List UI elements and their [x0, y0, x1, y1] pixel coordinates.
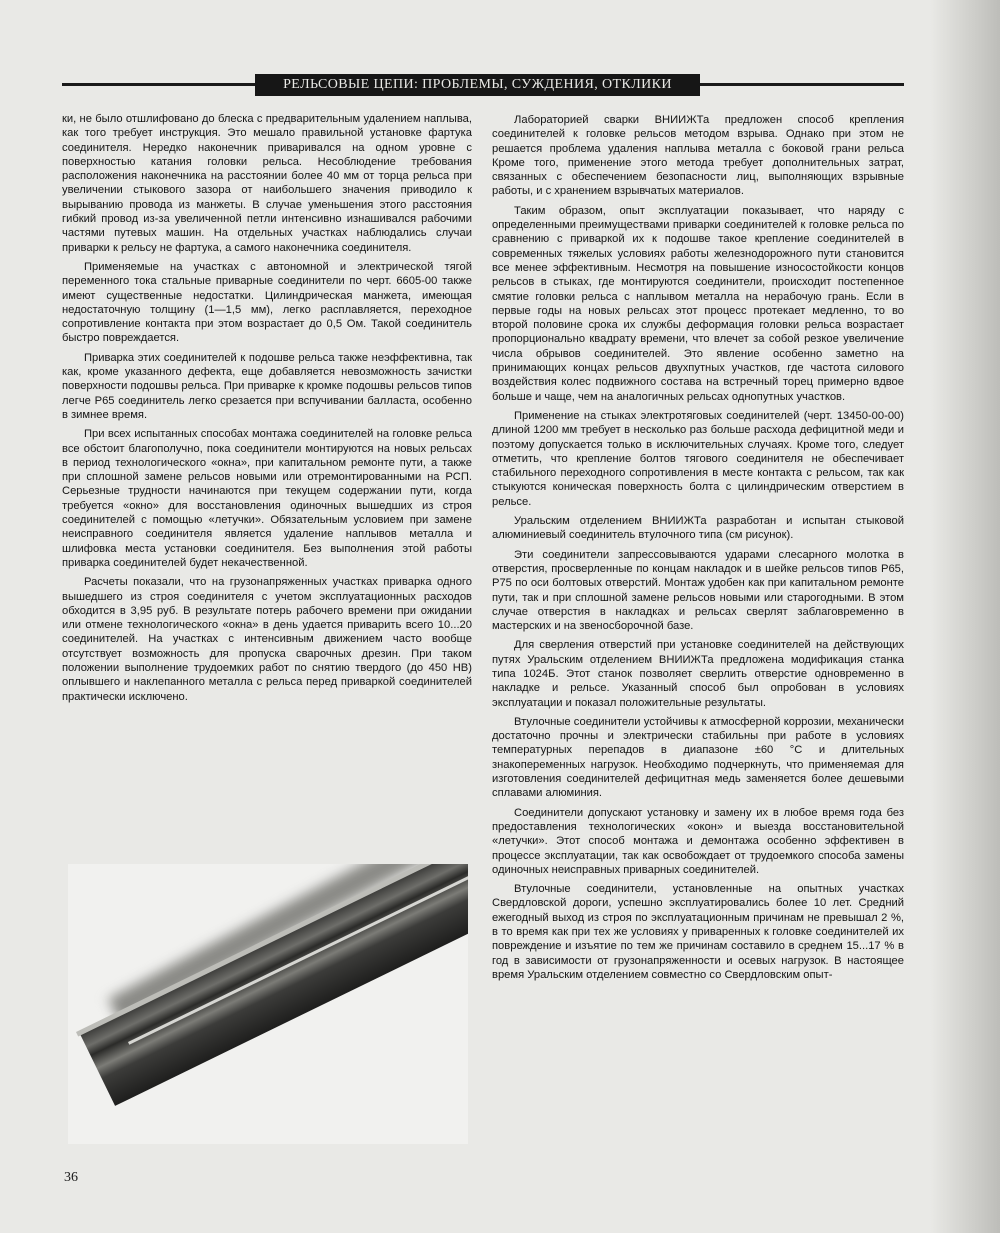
paragraph: Лабораторией сварки ВНИИЖТа предложен способ крепления соединителей к головке рельсов методом взрыва. Однако при этом не решается проблема удаления наплыва металла с боковой грани рельса Кроме того, применение этого метода требует дополнительных затрат, связанных с обеспечением безопасности лиц, выполняющих взрывные работы, и с хранением взрывчатых материалов. [492, 114, 904, 198]
page-number: 36 [64, 1170, 78, 1185]
left-column [62, 112, 472, 709]
paragraph: ки, не было отшлифовано до блеска с предварительным удалением наплыва, как того требует инструкция. Это мешало правильной установке фартука соединителя. Нередко наконечник приваривался на одном уровне с поверхностью катания головки рельса. Несоблюдение требования расположения наконечника на расстоянии более 40 мм от торца рельса при увеличении стыкового зазора от наибольшего значения приводило к вырыванию провода из манжеты. В случае уменьшения этого расстояния гибкий провод из-за увеличенной петли интенсивно изнашивался рабочими частями путевых машин. На отдельных участках наблюдались случаи приварки к рельсу не фартука, а самого наконечника соединителя. [62, 113, 472, 254]
paragraph: Таким образом, опыт эксплуатации показывает, что наряду с определенными преимуществами приварки соединителей к головке рельса по сравнению с приваркой их к подошве такое крепление соединителей в современных тяжелых условиях работы железнодорожного пути становится все менее эффективным. Несмотря на повышение износостойкости концов рельсов в стыках, где монтируются соединители, происходит постепенное смятие головки рельса с наплывом металла на нерабочую грань. Если в первые годы на новых рельсах этот процесс протекает медленно, то во второй половине срока их службы деформация головки рельса возрастает пропорционально квадрату времени, что влечет за собой резкое увеличение числа обрывов соединителей. Это явление особенно заметно на принимающих концах рельсов двухпутных участков, где частота силового воздействия колес подвижного состава на встречный торец примерно вдвое больше и чаще, чем на аналогичных рельсах однопутных участков. [492, 204, 904, 403]
paragraph: Эти соединители запрессовываются ударами слесарного молотка в отверстия, просверленные по концам накладок и в шейке рельсов типов Р65, Р75 по оси болтовых отверстий. Монтаж удобен как при капитальном ремонте пути, так и при сплошной замене рельсов новыми или старогодными. В этом случае отверстия в накладках и рельсах сверлят заблаговременно в мастерских и на звеносборочной базе. [492, 548, 904, 633]
page-edge-shadow [930, 0, 1000, 1233]
paragraph: Соединители допускают установку и замену их в любое время года без предоставления технологических «окон» и выезда восстановительной «летучки». Этот способ монтажа и демонтажа особенно эффективен в процессе эксплуатации, так как освобождает от трудоемкого способа замены одиночных неисправных приварных соединителей. [492, 806, 904, 876]
paragraph: Втулочные соединители устойчивы к атмосферной коррозии, механически достаточно прочны и электрически стабильны при работе в условиях температурных перепадов в диапазоне ±60 °С и длительных знакопеременных нагрузок. Необходимо подчеркнуть, что применяемая для изготовления соединителей дефицитная медь заменяется более дешевыми сплавами алюминия. [492, 715, 904, 800]
paragraph: При всех испытанных способах монтажа соединителей на головке рельса все обстоит благополучно, пока соединители монтируются на новых рельсах в период технологического «окна», при капитальном ремонте пути, а также при сплошной замене рельсов новыми или отремонтированными на РСП. Серьезные трудности начинаются при текущем содержании пути, когда требуется «окно» для восстановления одиночных вышедших из строя соединителей с помощью «летучки». Обязательным условием при замене неисправного соединителя является удаление наплывов металла и шлифовка места установки соединителя. Без выполнения этой работы приварка соединителей будет некачественной. [62, 428, 472, 569]
paragraph: Применяемые на участках с автономной и электрической тягой переменного тока стальные приварные соединители по черт. 6605-00 также имеют существенные недостатки. Цилиндрическая манжета, имеющая недостаточную толщину (1—1,5 мм), легко расплавляется, переходное сопротивление контакта при этом возрастает до 0,5 Ом. Такой соединитель быстро повреждается. [62, 260, 472, 345]
section-header [255, 74, 700, 96]
section-header-title: РЕЛЬСОВЫЕ ЦЕПИ: ПРОБЛЕМЫ, СУЖДЕНИЯ, ОТКЛИКИ [283, 77, 672, 92]
paragraph: Уральским отделением ВНИИЖТа разработан и испытан стыковой алюминиевый соединитель втулочного типа (см рисунок). [492, 515, 904, 542]
paragraph: Применение на стыках электротяговых соединителей (черт. 13450-00-00) длиной 1200 мм требует в несколько раз больше расхода дефицитной меди и поэтому допускается только в исключительных случаях. Кроме того, следует отметить, что крепление болтов тягового соединителя не обеспечивает стабильного переходного сопротивления в месте контакта с рельсом, так как стыкуются коническая поверхность болта с цилиндрическим отверстием в рельсе. [492, 409, 904, 508]
paragraph: Для сверления отверстий при установке соединителей на действующих путях Уральским отделением ВНИИЖТа предложена модификация станка типа 1024Б. Этот станок позволяет сверлить отверстие одновременно в накладке и рельсе. Указанный способ был опробован в условиях эксплуатации и показал положительные результаты. [492, 639, 904, 709]
paragraph: Втулочные соединители, установленные на опытных участках Свердловской дороги, успешно эксплуатировались более 10 лет. Средний ежегодный выход из строя по эксплуатационным причинам не превышал 2 %, в то время как при тех же условиях у приваренных к головке соединителей их повреждение и изъятие по тем же причинам составило в среднем 15...17 % в год в зависимости от грузонапряженности и осевых нагрузок. В настоящее время Уральским отделением совместно со Свердловским опыт- [492, 883, 904, 981]
paragraph: Приварка этих соединителей к подошве рельса также неэффективна, так как, кроме указанного дефекта, еще добавляется невозможность зачистки поверхности подошвы рельса. При приварке к кромке подошвы рельсов типов легче Р65 соединитель легко срезается при вспучивании балласта, особенно в зимнее время. [62, 351, 472, 421]
rail-connector-photo [68, 864, 468, 1144]
paragraph: Расчеты показали, что на грузонапряженных участках приварка одного вышедшего из строя соединителя с учетом эксплуатационных расходов обходится в 3,95 руб. В результате потерь рабочего времени при ожидании или отмене технологического «окна» в день удается приварить всего 10...20 соединителей. На участках с интенсивным движением часто вообще отсутствует возможность для пропуска сварочных дрезин. При таком положении выполнение трудоемких работ по снятию твердого (до 450 НВ) оплывшего и наклепанного металла с рельса перед приваркой соединителей практически исключено. [62, 576, 472, 703]
right-column [492, 113, 904, 987]
